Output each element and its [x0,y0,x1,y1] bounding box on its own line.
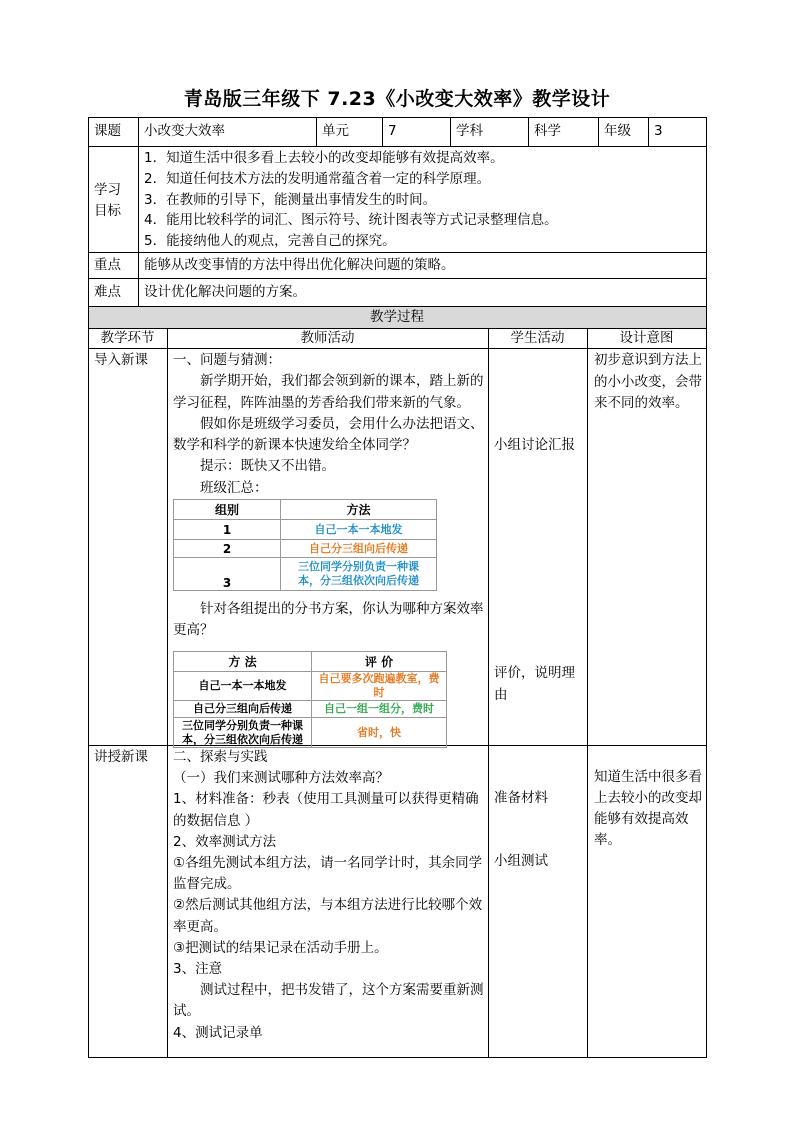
teach-l2: （一）我们来测试哪种方法效率高？ [173,770,389,787]
objective-item: 3．在教师的引导下，能测量出事情发生的时间。 [144,191,437,208]
process-heading: 教学过程 [370,309,424,325]
key-point-label: 重点 [94,257,121,273]
grid-line [587,328,588,1058]
grid-line [88,117,89,1058]
table1-method: 自己一本一本地发 [281,520,437,540]
teach-intent: 知道生活中很多看上去较小的改变却能够有效提高效率。 [594,769,702,848]
intro-p3: 假如你是班级学习委员，会用什么办法把语文、数学和科学的新课本快速发给全体同学？ [173,415,484,454]
subject-value: 科学 [534,123,561,139]
grid-line [316,117,317,146]
grid-line [598,117,599,146]
intro-p1: 一、问题与猜测： [173,352,281,368]
grid-line [88,252,707,253]
table1-head-method: 方法 [281,500,437,520]
grid-line [382,117,383,146]
grid-line [88,278,707,279]
teach-student2: 小组测试 [494,853,548,869]
grid-line [450,117,451,146]
teach-l3: 1、材料准备：秒表（使用工具测量可以获得更精确的数据信息 ） [173,791,479,829]
table2-method: 三位同学分别负责一种课本，分三组依次向后传递 [174,718,312,748]
objectives-label-line2: 目标 [94,203,121,219]
intro-p6: 针对各组提出的分书方案，你认为哪种方案效率更高？ [173,601,484,639]
intro-intent: 初步意识到方法上的小小改变，会带来不同的效率。 [594,352,702,411]
subject-label: 学科 [456,123,483,139]
grid-line [88,146,707,147]
table2-method: 自己分三组向后传递 [174,701,312,718]
teach-l7: ③把测试的结果记录在活动手册上。 [173,939,388,956]
objectives-label [94,180,121,222]
table1-method: 自己分三组向后传递 [281,540,437,558]
objectives-label-line1: 学习 [94,182,121,198]
difficulty-text: 设计优化解决问题的方案。 [144,284,306,300]
topic-value: 小改变大效率 [144,123,225,139]
intro-student2: 评价，说明理由 [494,665,575,703]
group-method-table [173,499,437,591]
teach-l8: 3、注意 [173,961,223,978]
table2-method: 自己一本一本地发 [174,672,312,701]
objective-item: 4．能用比较科学的词汇、图示符号、统计图表等方式记录整理信息。 [144,212,558,229]
teach-l5: ①各组先测试本组方法，请一名同学计时，其余同学监督完成。 [173,855,483,893]
grid-line [138,117,139,306]
grade-value: 3 [654,123,663,139]
page-title: 青岛版三年级下 7.23《小改变大效率》教学设计 [183,88,611,110]
intro-teacher [173,350,485,499]
col-intent: 设计意图 [619,330,674,346]
table1-head-group: 组别 [174,500,281,520]
table1-group: 1 [174,520,281,540]
teach-l4: 2、效率测试方法 [173,833,277,850]
grade-label: 年级 [604,123,631,139]
intro-p5: 班级汇总： [200,479,268,496]
col-student: 学生活动 [510,330,565,346]
teach-l6: ②然后测试其他组方法，与本组方法进行比较哪个效率更高。 [173,897,483,935]
teach-l9: 测试过程中，把书发错了，这个方案需要重新测试。 [173,982,484,1020]
col-stage: 教学环节 [100,330,155,346]
grid-line [648,117,649,146]
grid-line [706,117,707,1058]
table2-eval: 自己要多次跑遍教室，费时 [312,672,447,701]
table2-head-eval: 评 价 [312,652,447,672]
method-evaluation-table [173,651,447,748]
grid-line [488,328,489,1058]
table1-method: 三位同学分别负责一种课本，分三组依次向后传递 [281,558,437,591]
teach-l1: 二、探索与实践 [173,749,268,765]
grid-line [88,117,707,118]
table2-eval: 省时，快 [312,718,447,748]
col-teacher: 教师活动 [300,330,355,346]
difficulty-label: 难点 [94,284,121,300]
teach-teacher [173,747,485,1044]
key-point-text: 能够从改变事情的方法中得出优化解决问题的策略。 [144,257,455,273]
objective-item: 5．能接纳他人的观点，完善自己的探究。 [144,233,396,250]
unit-value: 7 [388,123,397,139]
intro-stage: 导入新课 [94,352,148,368]
grid-line [167,328,168,1058]
grid-line [88,1057,707,1058]
objectives-list [144,148,704,252]
intro-student1: 小组讨论汇报 [494,437,575,453]
intro-p2: 新学期开始，我们都会领到新的课本，踏上新的学习征程，阵阵油墨的芳香给我们带来新的气象。 [173,373,484,411]
teach-stage: 讲授新课 [94,749,148,765]
table1-group: 3 [174,558,281,591]
grid-line [528,117,529,146]
teach-student1: 准备材料 [494,790,548,806]
intro-p4: 提示：既快又不出错。 [200,458,335,475]
objective-item: 1．知道生活中很多看上去较小的改变却能够有效提高效率。 [144,150,504,166]
table2-head-method: 方 法 [174,652,312,672]
unit-label: 单元 [322,123,349,139]
table2-eval: 自己一组一组分，费时 [312,701,447,718]
teach-l10: 4、测试记录单 [173,1024,263,1041]
table1-group: 2 [174,540,281,558]
topic-label: 课题 [94,123,121,139]
objective-item: 2．知道任何技术方法的发明通常蕴含着一定的科学原理。 [144,170,491,187]
